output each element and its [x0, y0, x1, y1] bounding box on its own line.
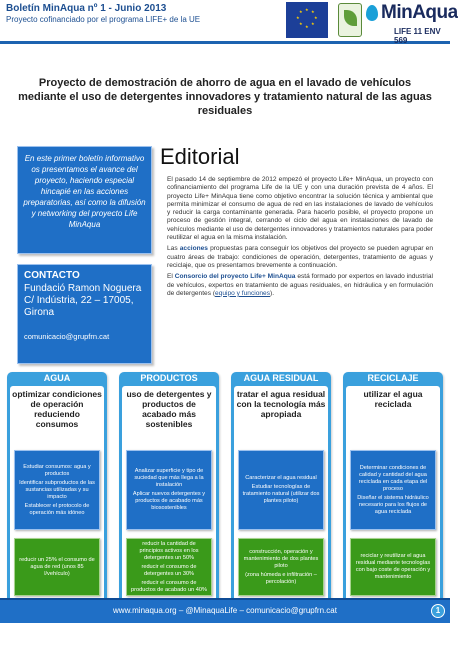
task-item: Estudiar tecnologías de tratamiento natural (utilizar dos plantes piloto): [242, 484, 320, 504]
column-tasks-box: [14, 450, 100, 530]
column-header: RECICLAJE: [367, 373, 419, 383]
column-header: AGUA: [43, 373, 71, 383]
actions-highlight: acciones: [179, 245, 208, 253]
task-item: Estudiar consumos: agua y productos: [23, 463, 91, 477]
task-item: Diseñar el sistema hidráulico necesario para los flujos de agua reciclada: [357, 494, 429, 515]
minaqua-logo-text: MinAqua: [381, 2, 458, 23]
column-title: utilizar el agua reciclada: [363, 389, 423, 409]
column-header: AGUA RESIDUAL: [243, 373, 319, 383]
goal-item: reciclar y reutilizar el agua residual mediante tecnologías con bajo coste de operación y mantenimiento: [355, 553, 431, 580]
header: [0, 0, 458, 45]
text-span: propuestas para conseguir los objetivos del proyecto se pueden agrupar en cuatro áreas de trabajo: condiciones de operación, detergentes, tratamiento de aguas y reciclaje, que os presentamos brevemente a continuación.: [167, 245, 433, 269]
column-panel: [10, 386, 104, 601]
goal-item: construcción, operación y mantenimiento de dos plantes piloto: [243, 548, 319, 569]
life-logo-icon: [338, 3, 362, 37]
eu-flag-icon: ★ ★ ★ ★ ★ ★ ★ ★: [286, 2, 328, 38]
goal-item: (zona húmeda e infiltración – percolación): [245, 571, 317, 585]
water-drop-icon: [366, 5, 378, 21]
goal-item: reducir la cantidad de principios activos en los detergentes un 50%: [139, 540, 199, 561]
contact-org: Fundació Ramon Noguera: [24, 283, 142, 294]
task-item: Caracterizar el agua residual: [245, 475, 317, 481]
task-item: Establecer el protocolo de operación más idóneo: [24, 502, 90, 516]
column-panel: [122, 386, 216, 601]
minaqua-logo: [366, 2, 458, 45]
column-title: optimizar condiciones de operación reduciendo consumos: [12, 389, 102, 429]
goal-item: reducir el consumo de detergentes un 30%: [141, 563, 197, 577]
column-panel: [234, 386, 328, 601]
life-project-code: LIFE 11 ENV 569: [394, 27, 441, 45]
editorial-heading: Editorial: [160, 144, 240, 169]
task-item: Aplicar nuevos detergentes y productos de acabado más biosostenibles: [132, 491, 206, 511]
page-number-badge: 1: [431, 604, 445, 618]
editorial-paragraph-3: [167, 273, 433, 298]
task-item: Identificar subproductos de las sustancias utilizadas y su impacto: [19, 479, 95, 500]
editorial-paragraph-1: El pasado 14 de septiembre de 2012 empezó el proyecto Life+ MinAqua, un proyecto con cofinanciamiento del programa Life de la UE y con una duración prevista de 4 años. El proyecto Life+ MinAqua tiene como objetivo encontrar la solución técnica y ambiental que permita minimizar el consumo de agua de red en las instalaciones de lavado de vehículos y reducir la carga contaminante generada. Para hacerlo posible, el proyecto propone un proceso de gestión integral, cerrando el ciclo del agua en instalaciones de lavado de vehículos mediante el uso de detergentes innovadores y tratamientos naturales para poder reutilizar el agua en la misma instalación.: [167, 176, 433, 242]
task-item: Determinar condiciones de calidad y cantidad del agua reciclada en cada etapa del proceso: [358, 464, 428, 492]
team-functions-link[interactable]: equipo y funciones: [215, 289, 271, 297]
column-agua: [7, 372, 107, 604]
column-productos: [119, 372, 219, 604]
newsletter-subtitle: Proyecto cofinanciado por el programa LIFE+ de la UE: [6, 15, 201, 24]
contact-box: [17, 264, 152, 364]
text-span: Las: [167, 245, 180, 253]
column-agua-residual: [231, 372, 331, 604]
column-reciclaje: [343, 372, 443, 604]
footer-contact-links[interactable]: www.minaqua.org – @MinaquaLife – comunicacio@grupfrn.cat: [113, 606, 337, 615]
contact-address: C/ Indústria, 22 – 17005, Girona: [24, 295, 134, 318]
column-header: PRODUCTOS: [140, 373, 198, 383]
editorial-body: [167, 176, 433, 301]
newsletter-title: Boletín MinAqua nº 1 - Junio 2013: [6, 3, 167, 14]
contact-email-link[interactable]: comunicacio@grupfrn.cat: [24, 332, 110, 341]
contact-heading: CONTACTO: [24, 270, 80, 281]
consortium-highlight: Consorcio del proyecto Life+ MinAqua: [174, 273, 296, 281]
intro-box: En este primer boletín informativo os presentamos el avance del proyecto, haciendo especial hincapié en las acciones preparatorias, así como la difusión y networking del proyecto Life MinAqua: [17, 146, 152, 254]
column-tasks-box: [126, 450, 212, 530]
column-goals-box: [350, 538, 436, 596]
column-title: tratar el agua residual con la tecnología más apropiada: [236, 389, 326, 419]
column-tasks-box: [238, 450, 324, 530]
task-item: Analizar superficie y tipo de suciedad que más llega a la instalación: [134, 468, 204, 488]
goal-item: reducir el consumo de productos de acabado un 40%: [131, 579, 207, 593]
column-goals-box: [14, 538, 100, 596]
column-goals-box: [238, 538, 324, 596]
goal-item: reducir un 25% el consumo de agua de red (unos 85 l/vehículo): [19, 556, 95, 577]
column-goals-box: [126, 538, 212, 596]
column-title: uso de detergentes y productos de acabado más sostenibles: [126, 389, 212, 429]
editorial-paragraph-2: [167, 245, 433, 270]
text-span: El: [167, 273, 175, 281]
column-panel: [346, 386, 440, 601]
text-span: está formado por expertos en lavado industrial de vehículos, expertos en tratamiento de aguas residuales, en hidráulica y en formulación de detergentes (: [167, 273, 434, 297]
footer: [0, 598, 450, 623]
column-tasks-box: [350, 450, 436, 530]
project-title: Proyecto de demostración de ahorro de agua en el lavado de vehículos mediante el uso de detergentes innovadores y tratamiento natural de las aguas residuales: [18, 77, 432, 117]
text-span: ).: [270, 289, 275, 297]
